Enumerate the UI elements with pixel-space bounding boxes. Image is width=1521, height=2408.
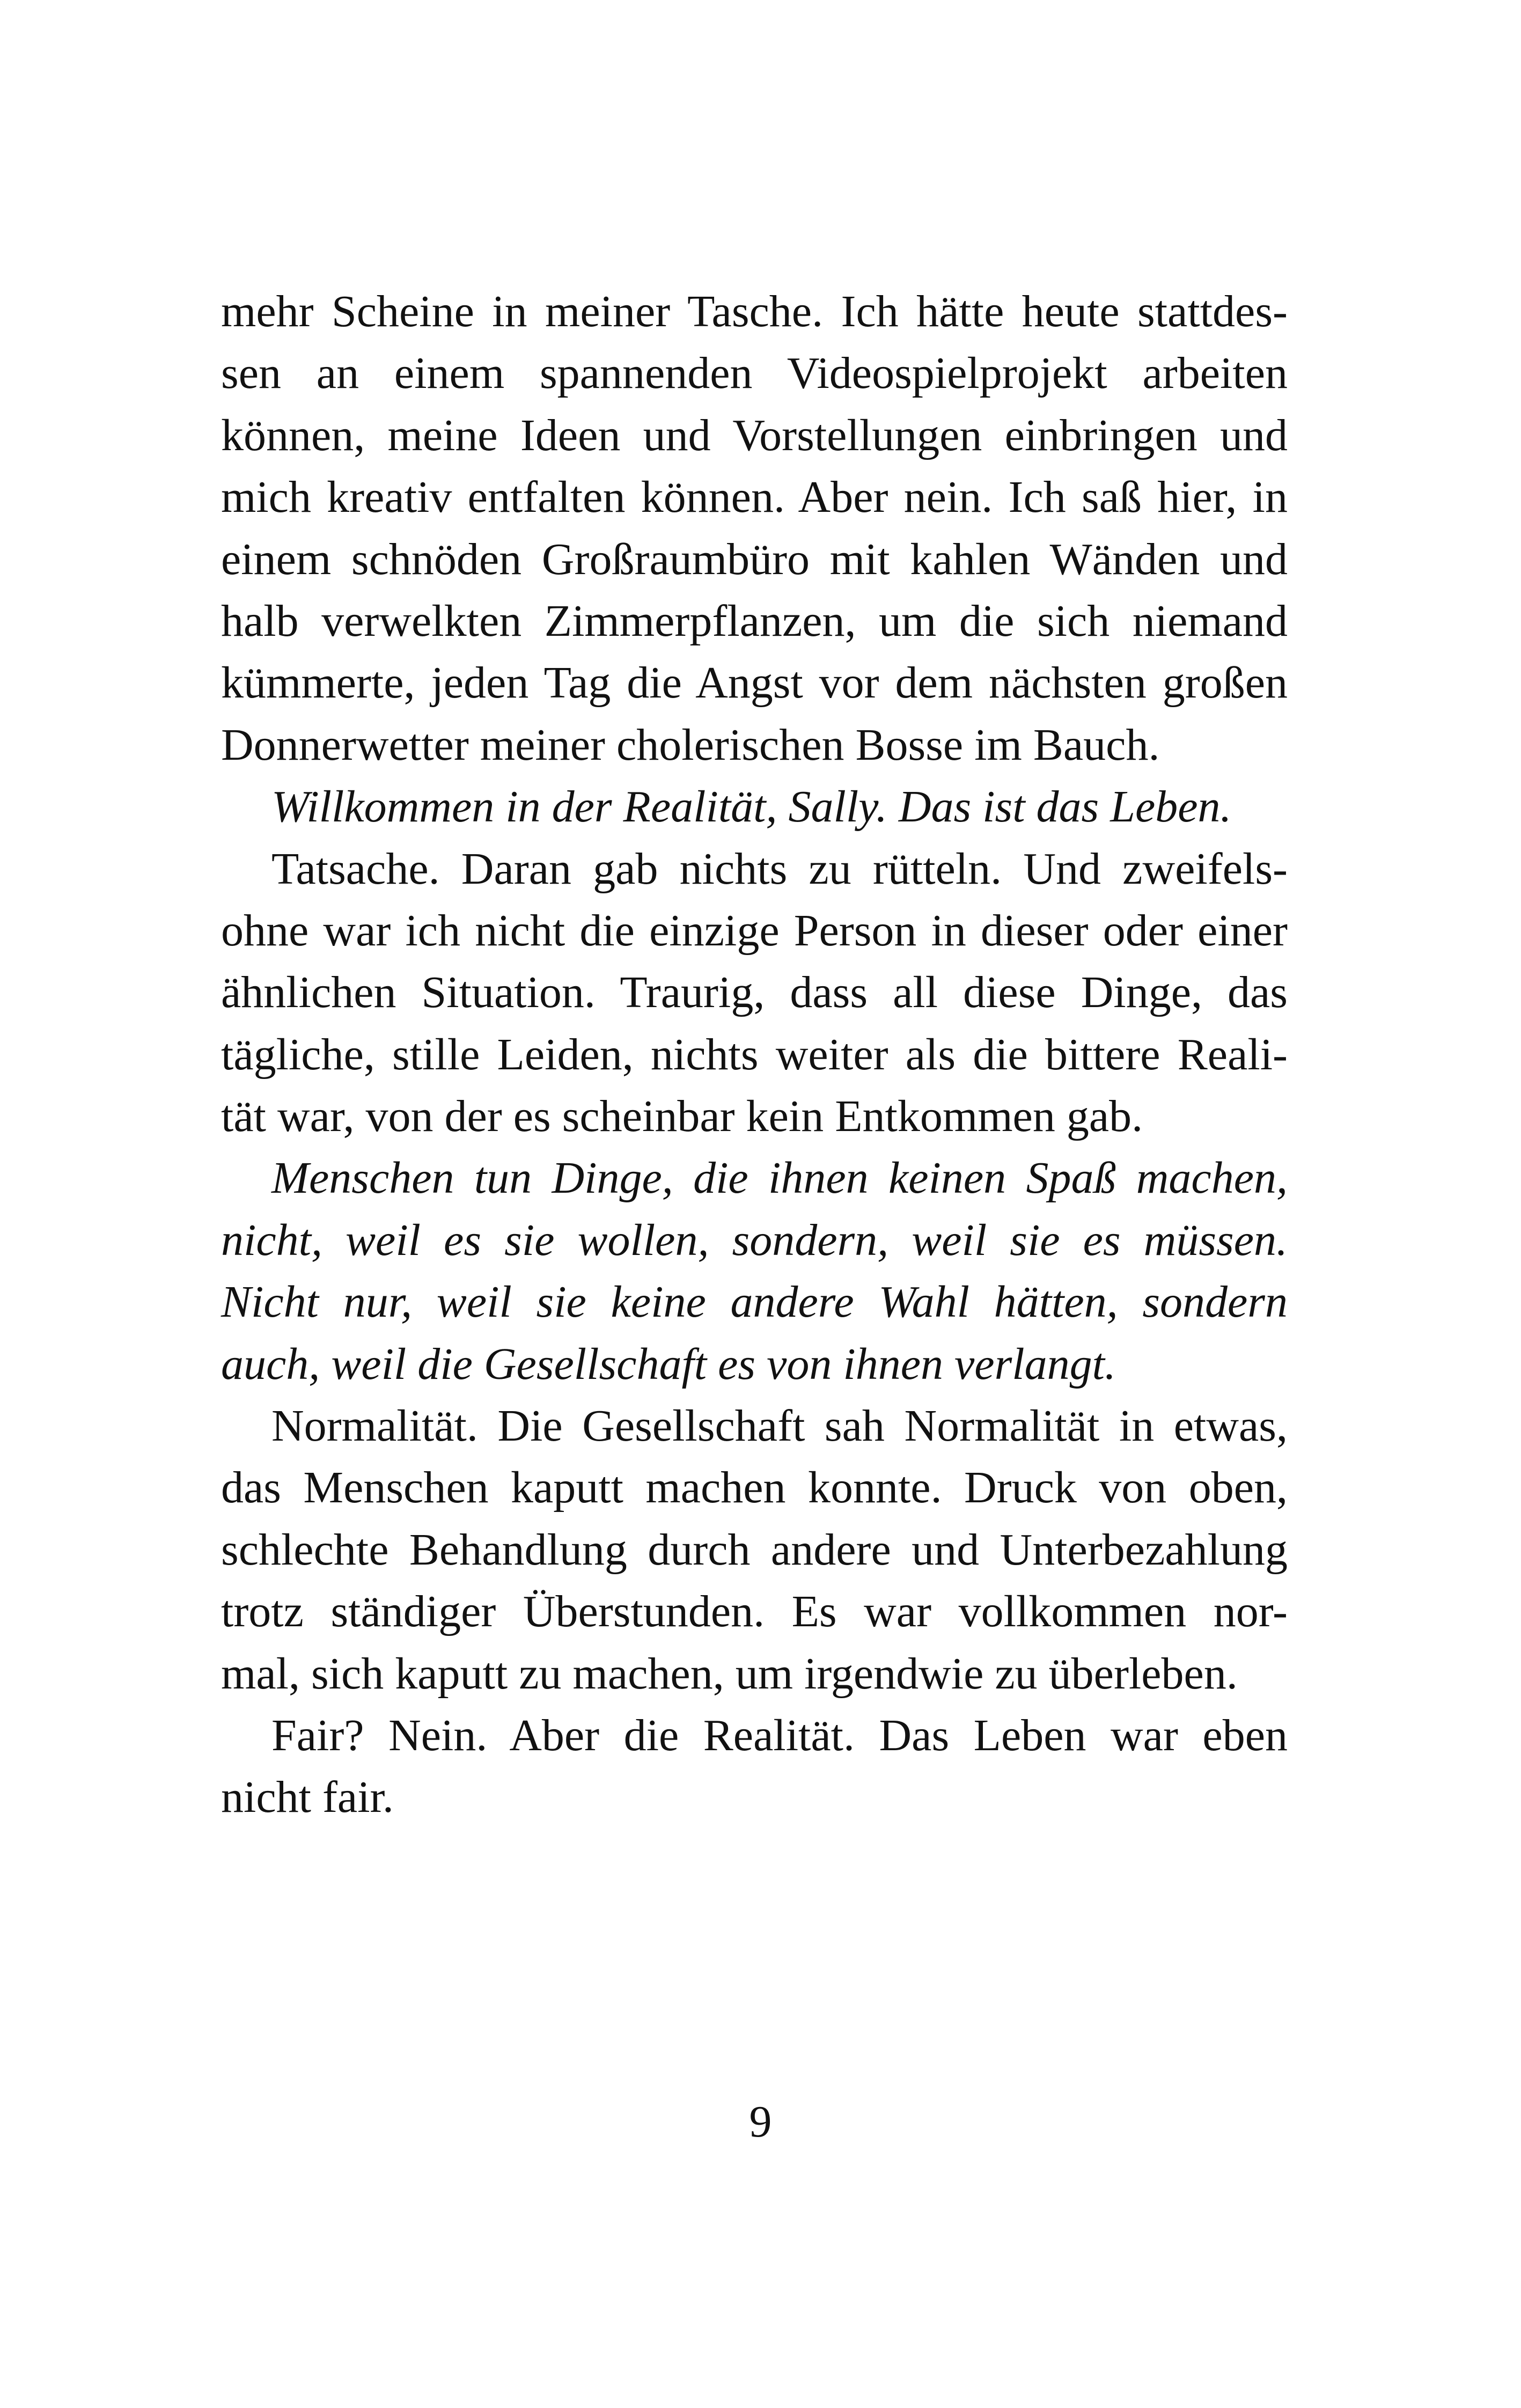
paragraph	[221, 838, 1288, 1148]
text-line: Menschen tun Dinge, die ihnen keinen Spaß machen,	[271, 1153, 1288, 1203]
paragraph	[221, 1147, 1288, 1395]
text-line: nicht, weil es sie wollen, sondern, weil sie es müssen.	[221, 1215, 1288, 1265]
paragraph	[221, 1705, 1288, 1829]
paragraph	[221, 281, 1288, 776]
text-line: mehr Scheine in meiner Tasche. Ich hätte heute stattdes-	[221, 287, 1288, 336]
text-line: können, meine Ideen und Vorstellungen einbringen und	[221, 410, 1288, 460]
text-line: trotz ständiger Überstunden. Es war vollkommen nor-	[221, 1587, 1288, 1637]
text-line: nicht fair.	[221, 1772, 394, 1823]
text-line: einem schnöden Großraumbüro mit kahlen Wänden und	[221, 534, 1288, 584]
text-line: mal, sich kaputt zu machen, um irgendwie zu überleben.	[221, 1648, 1238, 1699]
text-line: Nicht nur, weil sie keine andere Wahl hätten, sondern	[221, 1277, 1288, 1327]
text-line: ähnlichen Situation. Traurig, dass all diese Dinge, das	[221, 967, 1288, 1018]
text-line: schlechte Behandlung durch andere und Unterbezahlung	[221, 1524, 1288, 1575]
text-line: halb verwelkten Zimmerpflanzen, um die sich niemand	[221, 596, 1288, 646]
text-line: sen an einem spannenden Videospielprojekt arbeiten	[221, 348, 1288, 399]
text-line: mich kreativ entfalten können. Aber nein. Ich saß hier, in	[221, 472, 1288, 523]
text-line: tägliche, stille Leiden, nichts weiter als die bittere Reali-	[221, 1029, 1288, 1080]
text-line: tät war, von der es scheinbar kein Entkommen gab.	[221, 1091, 1143, 1142]
text-line: das Menschen kaputt machen konnte. Druck von oben,	[221, 1463, 1288, 1513]
text-line: auch, weil die Gesellschaft es von ihnen verlangt.	[221, 1339, 1116, 1389]
text-line: Donnerwetter meiner cholerischen Bosse im Bauch.	[221, 720, 1160, 770]
page-number: 9	[749, 2097, 772, 2147]
text-line: Tatsache. Daran gab nichts zu rütteln. Und zweifels-	[271, 843, 1288, 894]
text-line: Normalität. Die Gesellschaft sah Normalität in etwas,	[271, 1401, 1288, 1451]
paragraph	[221, 1395, 1288, 1705]
text-line: ohne war ich nicht die einzige Person in dieser oder einer	[221, 905, 1288, 956]
text-line: Fair? Nein. Aber die Realität. Das Leben war eben	[271, 1710, 1288, 1760]
body-text	[221, 281, 1288, 1829]
text-line: Willkommen in der Realität, Sally. Das ist das Leben.	[271, 782, 1232, 832]
paragraph	[221, 776, 1288, 838]
text-line: kümmerte, jeden Tag die Angst vor dem nächsten großen	[221, 658, 1288, 708]
